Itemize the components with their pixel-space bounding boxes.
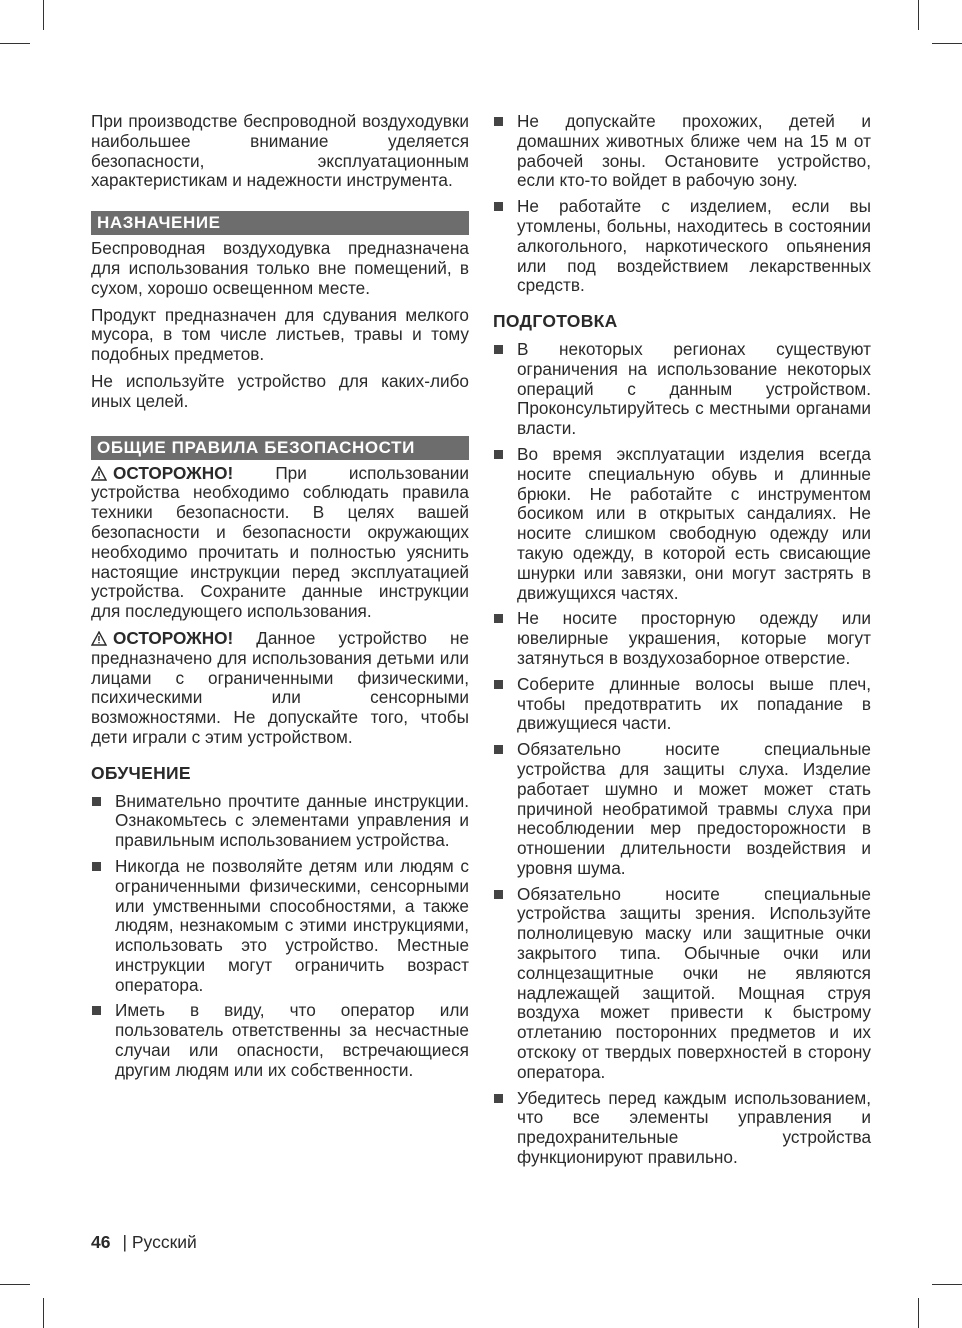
list-item: Соберите длинные волосы выше плеч, чтобы предотвратить их попадание в движущиеся части. [493,675,871,734]
bullet-square-icon [494,890,503,899]
warning-triangle-icon [91,629,107,649]
section-heading-safety: ОБЩИЕ ПРАВИЛА БЕЗОПАСНОСТИ [91,436,469,460]
crop-mark [0,1284,30,1285]
list-item: Не носите просторную одежду или ювелирные украшения, которые могут затянуться в воздухозаборное отверстие. [493,609,871,668]
training-list [91,792,469,1081]
purpose-paragraph: Беспроводная воздуходувка предназначена для использования только вне помещений, в сухом, хорошо освещенном месте. [91,238,469,298]
bullet-square-icon [494,202,503,211]
warning-paragraph [91,629,469,748]
intro-paragraph: При производстве беспроводной воздуходувки наибольшее внимание уделяется безопасности, эксплуатационным характеристикам и надежности инструмента. [91,111,469,191]
bullet-square-icon [494,745,503,754]
bullet-square-icon [92,797,101,806]
purpose-paragraph: Продукт предназначен для сдувания мелкого мусора, в том числе листьев, травы и тому подобных предметов. [91,304,469,365]
right-column [493,112,871,1174]
warning-triangle-icon [91,464,107,484]
bullet-square-icon [494,345,503,354]
list-item: Не работайте с изделием, если вы утомлены, больны, находитесь в состоянии алкогольного, наркотического опьянения или под воздействием лекарственных средств. [493,197,871,296]
bullet-square-icon [92,1006,101,1015]
list-item: В некоторых регионах существуют ограничения на использование некоторых операций с данным устройством. Проконсультируйтесь с местными органами власти. [493,340,871,439]
bullet-square-icon [494,450,503,459]
crop-mark [0,43,30,44]
bullet-square-icon [494,1094,503,1103]
list-item: Никогда не позволяйте детям или людям с ограниченными физическими, сенсорными или умственными способностями, а также людям, незнакомым с этими инструкциями, использовать это устройство. Местные инструкции могут ограничить возраст оператора. [91,857,469,996]
bullet-square-icon [92,862,101,871]
list-item: Обязательно носите специальные устройства для защиты слуха. Изделие работает шумно и может может стать причиной необратимой травмы слуха при несоблюдении мер предосторожности в отношении длительности воздействия и уровня шума. [493,740,871,879]
purpose-paragraph: Не используйте устройство для каких-либо иных целей. [91,370,469,411]
crop-mark [918,0,919,30]
list-item: Иметь в виду, что оператор или пользователь ответственны за несчастные случаи или опасности, встречающиеся другим людям или их собственности. [91,1001,469,1080]
left-column [91,112,469,1087]
section-heading-purpose: НАЗНАЧЕНИЕ [91,211,469,235]
list-item: Не допускайте прохожих, детей и домашних животных ближе чем на 15 м от рабочей зоны. Остановите устройство, если кто-то войдет в рабочую зону. [493,112,871,191]
crop-mark [932,43,962,44]
list-item: Обязательно носите специальные устройства защиты зрения. Используйте полнолицевую маску или защитные очки закрытого типа. Обычные очки или солнцезащитные очки не являются надлежащей защитой. Мощная струя воздуха может привести к быстрому отлетанию посторонних предметов и их отскоку от твердых поверхностей в сторону оператора. [493,885,871,1083]
list-item: Во время эксплуатации изделия всегда носите специальную обувь и длинные брюки. Не работайте с инструментом босиком или в открытых сандалиях. Не носите слишком свободную одежду или такую одежду, в которой есть свисающие шнурки или завязки, они могут застрять в движущихся частях. [493,445,871,603]
crop-mark [43,1298,44,1328]
list-item: Убедитесь перед каждым использованием, что все элементы управления и предохранительные устройства функционируют правильно. [493,1089,871,1168]
warning-text: При использовании устройства необходимо соблюдать правила техники безопасности. В целях вашей безопасности и безопасности окружающих необходимо прочитать и полностью уяснить настоящие инструкции перед эксплуатацией устройства. Сохраните данные инструкции для последующего использования. [91,462,470,622]
crop-mark [43,0,44,30]
preparation-list [493,340,871,1168]
bullet-square-icon [494,117,503,126]
crop-mark [932,1284,962,1285]
list-item: Внимательно прочтите данные инструкции. Ознакомьтесь с элементами управления и правильным использованием устройства. [91,792,469,851]
bullet-square-icon [494,680,503,689]
warning-text: Данное устройство не предназначено для использования детьми или лицами с ограниченными физическими, психическими или сенсорными возможностями. Не допускайте того, чтобы дети играли с этим устройством. [91,627,470,747]
footer-language: | Русский [122,1232,197,1252]
crop-mark [918,1298,919,1328]
section-heading-training: ОБУЧЕНИЕ [91,762,191,783]
warning-label: ОСТОРОЖНО! [113,462,234,483]
warning-label: ОСТОРОЖНО! [113,627,234,648]
section-heading-preparation: ПОДГОТОВКА [493,311,618,332]
bullet-square-icon [494,614,503,623]
warning-paragraph [91,464,469,622]
page-number: 46 [91,1232,111,1252]
training-list-continued [493,112,871,296]
page-footer [91,1232,197,1253]
